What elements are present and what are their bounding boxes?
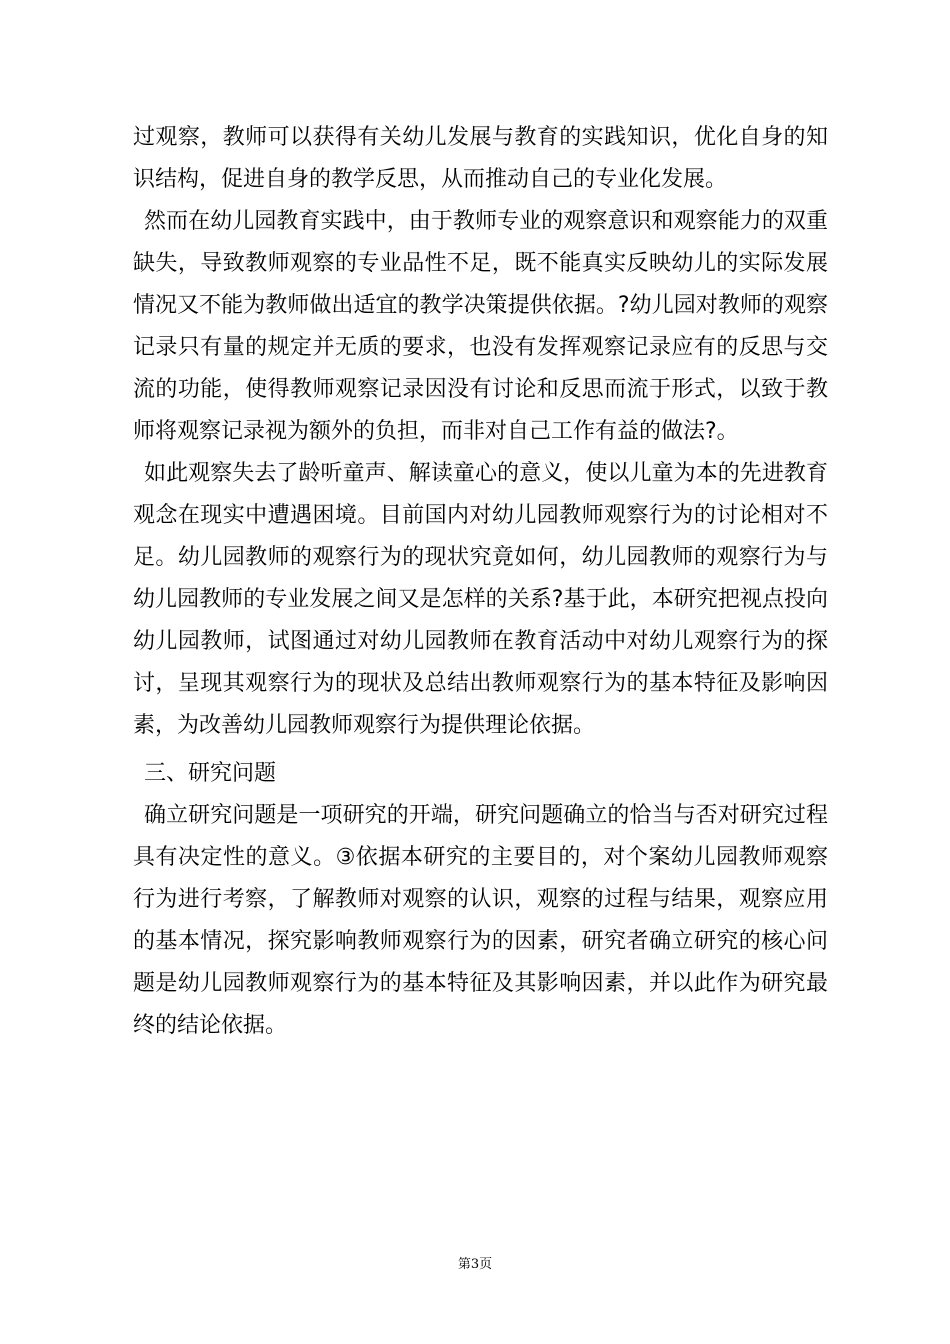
paragraph-research-motivation: 如此观察失去了龄听童声、解读童心的意义，使以儿童为本的先进教育观念在现实中遭遇困境。目前国内对幼儿园教师观察行为的讨论相对不足。幼儿园教师的观察行为的现状究竟如何，幼儿园教师的观察行为与幼儿园教师的专业发展之间又是怎样的关系?基于此，本研究把视点投向幼儿园教师，试图通过对幼儿园教师在教育活动中对幼儿观察行为的探讨，呈现其观察行为的现状及总结出教师观察行为的基本特征及影响因素，为改善幼儿园教师观察行为提供理论依据。 (133, 461, 828, 738)
document-body (133, 117, 828, 1047)
page-number: 第3页 (457, 1257, 493, 1272)
paragraph-research-question: 确立研究问题是一项研究的开端，研究问题确立的恰当与否对研究过程具有决定性的意义。③依据本研究的主要目的，对个案幼儿园教师观察行为进行考察，了解教师对观察的认识，观察的过程与结果，观察应用的基本情况，探究影响教师观察行为的因素，研究者确立研究的核心问题是幼儿园教师观察行为的基本特征及其影响因素，并以此作为研究最终的结论依据。 (133, 803, 828, 1038)
paragraph-continuation: 过观察，教师可以获得有关幼儿发展与教育的实践知识，优化自身的知识结构，促进自身的教学反思，从而推动自己的专业化发展。 (133, 125, 828, 192)
section-heading: 三、研究问题 (144, 761, 277, 786)
paragraph-observation-problems: 然而在幼儿园教育实践中，由于教师专业的观察意识和观察能力的双重缺失，导致教师观察的专业品性不足，既不能真实反映幼儿的实际发展情况又不能为教师做出适宜的教学决策提供依据。?幼儿园对教师的观察记录只有量的规定并无质的要求，也没有发挥观察记录应有的反思与交流的功能，使得教师观察记录因没有讨论和反思而流于形式，以致于教师将观察记录视为额外的负担，而非对自己工作有益的做法?。 (133, 209, 828, 444)
